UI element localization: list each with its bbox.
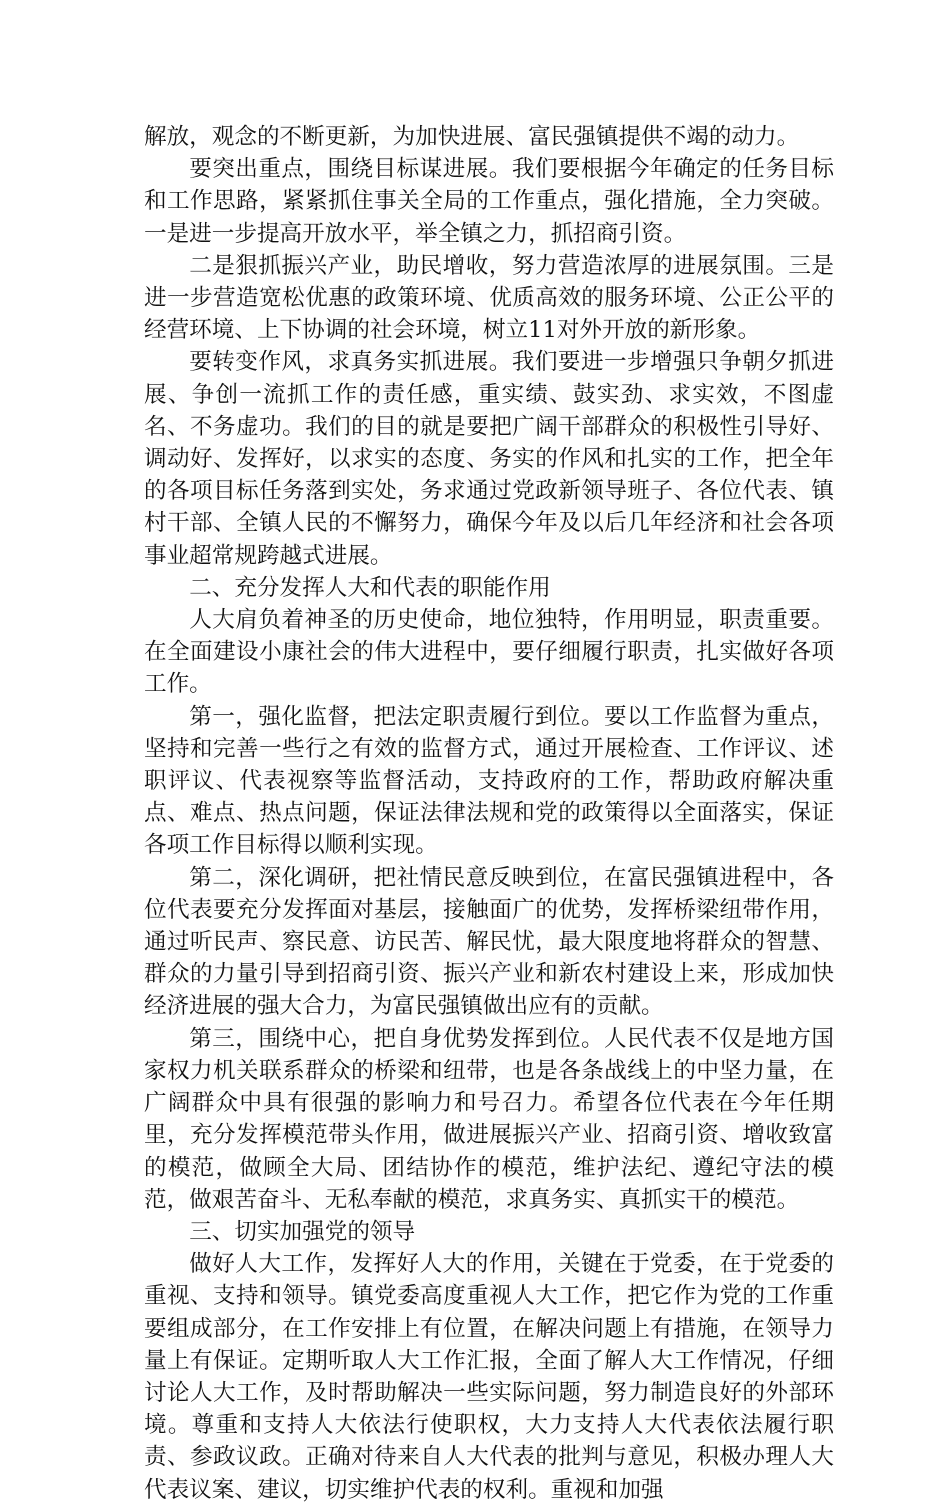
document-page — [144, 121, 834, 1506]
paragraph-focus-priorities: 要突出重点，围绕目标谋进展。我们要根据今年确定的任务目标和工作思路，紧紧抓住事关全局的工作重点，强化措施，全力突破。一是进一步提高开放水平，举全镇之力，抓招商引资。 — [144, 156, 834, 247]
paragraph-first-supervision: 第一，强化监督，把法定职责履行到位。要以工作监督为重点，坚持和完善一些行之有效的监督方式，通过开展检查、工作评议、述职评议、代表视察等监督活动，支持政府的工作，帮助政府解决重点、难点、热点问题，保证法律法规和党的政策得以全面落实，保证各项工作目标得以顺利实现。 — [144, 703, 834, 859]
section-heading-3: 三、切实加强党的领导 — [189, 1218, 416, 1245]
section-heading-2: 二、充分发挥人大和代表的职能作用 — [189, 574, 551, 601]
paragraph-third-center: 第三，围绕中心，把自身优势发挥到位。人民代表不仅是地方国家权力机关联系群众的桥梁和纽带，也是各条战线上的中坚力量，在广阔群众中具有很强的影响力和号召力。希望各位代表在今年任期里，充分发挥模范带头作用，做进展振兴产业、招商引资、增收致富的模范，做顾全大局、团结协作的模范，维护法纪、遵纪守法的模范，做艰苦奋斗、无私奉献的模范，求真务实、真抓实干的模范。 — [144, 1025, 834, 1213]
paragraph-work-style: 要转变作风，求真务实抓进展。我们要进一步增强只争朝夕抓进展、争创一流抓工作的责任感，重实绩、鼓实劲、求实效，不图虚名、不务虚功。我们的目的就是要把广阔干部群众的积极性引导好、调动好、发挥好，以求实的态度、务实的作风和扎实的工作，把全年的各项目标任务落到实处，务求通过党政新领导班子、各位代表、镇村干部、全镇人民的不懈努力，确保今年及以后几年经济和社会各项事业超常规跨越式进展。 — [144, 349, 834, 569]
paragraph-party-leadership: 做好人大工作，发挥好人大的作用，关键在于党委，在于党委的重视、支持和领导。镇党委高度重视人大工作，把它作为党的工作重要组成部分，在工作安排上有位置，在解决问题上有措施，在领导力量上有保证。定期听取人大工作汇报，全面了解人大工作情况，仔细讨论人大工作，及时帮助解决一些实际问题，努力制造良好的外部环境。尊重和支持人大依法行使职权，大力支持人大代表依法履行职责、参政议政。正确对待来自人大代表的批判与意见，积极办理人大代表议案、建议，切实维护代表的权利。重视和加强 — [144, 1251, 834, 1503]
paragraph-continuation: 解放，观念的不断更新，为加快进展、富民强镇提供不竭的动力。 — [144, 124, 800, 150]
paragraph-industry-revitalization: 二是狠抓振兴产业，助民增收，努力营造浓厚的进展氛围。三是进一步营造宽松优惠的政策环境、优质高效的服务环境、公正公平的经营环境、上下协调的社会环境，树立11对外开放的新形象。 — [144, 252, 834, 344]
paragraph-second-research: 第二，深化调研，把社情民意反映到位，在富民强镇进程中，各位代表要充分发挥面对基层，接触面广的优势，发挥桥梁纽带作用，通过听民声、察民意、访民苦、解民忧，最大限度地将群众的智慧、群众的力量引导到招商引资、振兴产业和新农村建设上来，形成加快经济进展的强大合力，为富民强镇做出应有的贡献。 — [144, 864, 834, 1020]
paragraph-npc-mission: 人大肩负着神圣的历史使命，地位独特，作用明显，职责重要。在全面建设小康社会的伟大进程中，要仔细履行职责，扎实做好各项工作。 — [144, 607, 834, 698]
